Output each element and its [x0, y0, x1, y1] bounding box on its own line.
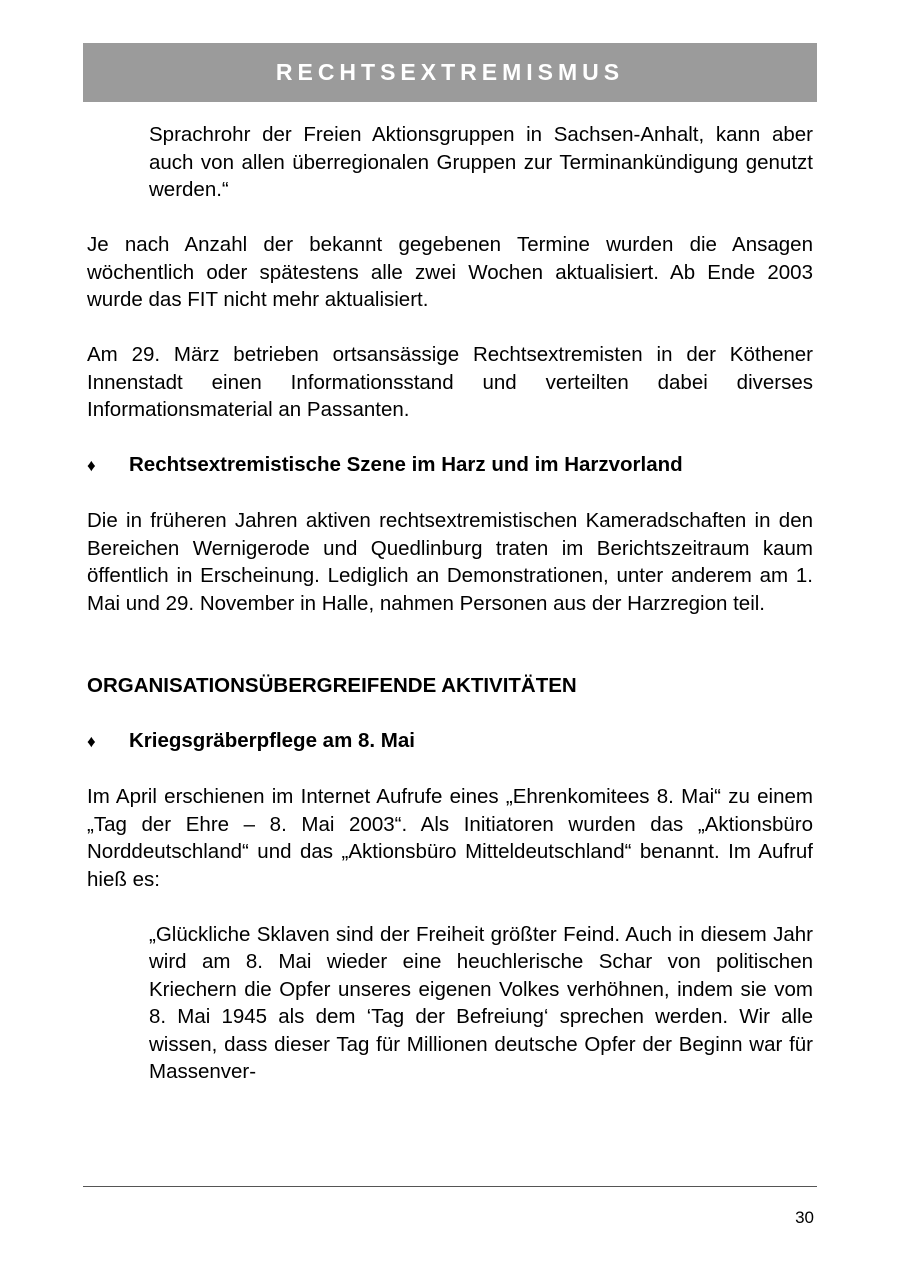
quote-aufruf: „Glückliche Sklaven sind der Freiheit größter Feind. Auch in diesem Jahr wird am 8. Mai wieder eine heuchlerische Schar von politischen Kriechern die Opfer unseres eigenen Volkes verhöhnen, indem sie vom 8. Mai 1945 als dem ‘Tag der Befreiung‘ sprechen werden. Wir alle wissen, dass dieser Tag für Millionen deutsche Opfer der Beginn war für Massenver-: [149, 922, 813, 1083]
page-body: [87, 121, 813, 1086]
paragraph-harz-scene: Die in früheren Jahren aktiven rechtsextremistischen Kameradschaften in den Bereichen Wernigerode und Quedlinburg traten im Berichtszeitraum kaum öffentlich in Erscheinung. Lediglich an Demonstrationen, unter anderem am 1. Mai und 29. November in Halle, nahmen Personen aus der Harzregion teil.: [87, 509, 813, 615]
bullet-diamond-icon: ♦: [87, 732, 96, 751]
page-number: 30: [795, 1208, 814, 1227]
subheading-harz: [87, 451, 813, 480]
paragraph-fit-updates: Je nach Anzahl der bekannt gegebenen Termine wurden die Ansagen wöchentlich oder spätestens alle zwei Wochen aktualisiert. Ab Ende 2003 wurde das FIT nicht mehr aktualisiert.: [87, 233, 813, 311]
section-heading: ORGANISATIONSÜBERGREIFENDE AKTIVITÄTEN: [87, 674, 577, 697]
subheading-kriegsgraeber-text: Kriegsgräberpflege am 8. Mai: [129, 729, 415, 752]
quote-continuation: Sprachrohr der Freien Aktionsgruppen in Sachsen-Anhalt, kann aber auch von allen überregionalen Gruppen zur Terminankündigung genutzt werden.“: [149, 123, 813, 201]
subheading-harz-text: Rechtsextremistische Szene im Harz und im Harzvorland: [129, 453, 683, 476]
footer-divider: [83, 1186, 817, 1187]
running-header: [83, 43, 817, 102]
paragraph-koethen-infostand: Am 29. März betrieben ortsansässige Rechtsextremisten in der Köthener Innenstadt einen Informationsstand und verteilten dabei diverses Informationsmaterial an Passanten.: [87, 343, 813, 421]
subheading-kriegsgraeber: [87, 727, 813, 756]
header-title: RECHTSEXTREMISMUS: [275, 59, 625, 85]
paragraph-ehrenkomitee: Im April erschienen im Internet Aufrufe eines „Ehrenkomitees 8. Mai“ zu einem „Tag der Ehre – 8. Mai 2003“. Als Initiatoren wurden das „Aktionsbüro Norddeutschland“ und das „Aktionsbüro Mitteldeutschland“ benannt. Im Aufruf hieß es:: [87, 785, 813, 891]
bullet-diamond-icon: ♦: [87, 456, 96, 475]
